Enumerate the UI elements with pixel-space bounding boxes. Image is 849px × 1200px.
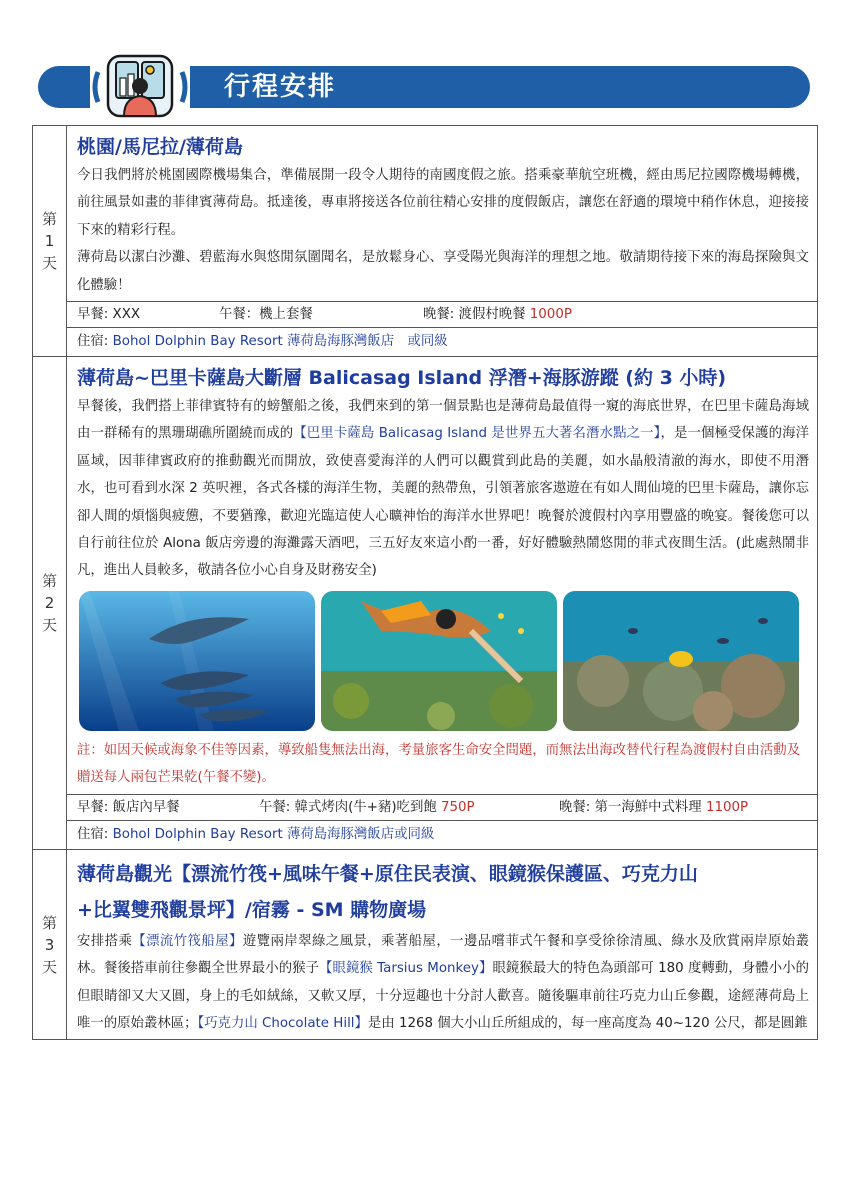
paragraph-text: 安排搭乘	[77, 933, 133, 949]
lunch-text: 午餐: 韓式烤肉(牛+豬)吃到飽	[259, 799, 441, 815]
dinner	[559, 796, 748, 820]
dolphins-photo	[79, 591, 315, 731]
day-1-body	[67, 126, 817, 356]
dinner	[423, 303, 572, 327]
traveler-at-window-icon	[90, 52, 190, 122]
section-banner	[38, 66, 810, 108]
day-1-meals	[67, 301, 817, 327]
day-1-label	[33, 126, 67, 356]
paragraph	[77, 393, 809, 585]
day-number: 1	[44, 232, 55, 251]
dinner-price: 1100P	[705, 799, 749, 815]
day-1-stay	[67, 327, 817, 356]
dinner-text: 晚餐: 渡假村晚餐	[423, 307, 530, 323]
highlight-text: 【巴里卡薩島 Balicasag Island 是世界五大著名潛水點之一】	[293, 426, 661, 442]
snorkeler-photo	[321, 591, 557, 731]
day-1-row	[33, 126, 817, 357]
day-1-description	[67, 126, 817, 301]
day-3-body	[67, 850, 817, 1040]
highlight-text: 【眼鏡猴 Tarsius Monkey】	[319, 961, 493, 977]
paragraph-text: 遊覽兩岸翠綠之風景，乘著船屋，一邊品嚐菲式午餐和享受徐徐清風、綠水及欣賞兩岸原始叢林。餐後搭車前往參觀全世界最小的猴子	[77, 933, 810, 977]
paragraph-text: 眼鏡猴最大的特色為頭部可 180 度轉動，身體小小的但眼睛卻又大又圓，身上的毛如絨絲，又軟又厚，十分逗趣也十分討人歡喜。隨後驅車前往巧克力山丘參觀，途經薄荷島上唯一的原始叢林區；	[77, 961, 809, 1031]
paragraph-text: 早餐後，我們搭上菲律賓特有的螃蟹船之後，我們來到的第一個景點也是薄荷島最值得一窺的海底世界，在巴里卡薩島海域由一群稀有的黑珊瑚礁所圍繞而成的	[77, 399, 809, 442]
highlight-text: 【漂流竹筏船屋】	[132, 933, 243, 949]
day-label-char: 第	[41, 571, 57, 590]
day-1-title: 桃園/馬尼拉/薄荷島	[77, 136, 243, 158]
stay-label: 住宿:	[77, 826, 113, 842]
day-label-char: 第	[41, 210, 57, 229]
day-2-label	[33, 357, 67, 849]
day-2-title: 薄荷島~巴里卡薩島大斷層 Balicasag Island 浮潛+海豚游蹤 (約 3 小時)	[77, 367, 727, 390]
paragraph: 今日我們將於桃園國際機場集合，準備展開一段令人期待的南國度假之旅。搭乘豪華航空班機，經由馬尼拉國際機場轉機，前往風景如畫的菲律賓薄荷島。抵達後，專車將接送各位前往精心安排的度假飯店，讓您在舒適的環境中稍作休息，迎接接下來的精彩行程。	[77, 168, 809, 238]
day-2-stay	[67, 820, 817, 849]
day-number: 2	[44, 593, 55, 612]
day-label-char: 天	[41, 957, 57, 976]
day-3-title-line-1: 薄荷島觀光【漂流竹筏+風味午餐+原住民表演、眼鏡猴保護區、巧克力山	[77, 862, 698, 885]
day-label-char: 天	[41, 615, 57, 634]
hotel-name: Bohol Dolphin Bay Resort 薄荷島海豚灣飯店 或同級	[112, 334, 448, 350]
weather-note: 註：如因天候或海象不佳等因素，導致船隻無法出海，考量旅客生命安全問題，而無法出海改替代行程為渡假村自由活動及贈送每人兩包芒果乾(午餐不變)。	[77, 742, 801, 786]
hotel-name: Bohol Dolphin Bay Resort 薄荷島海豚灣飯店或同級	[112, 826, 435, 842]
day-label-char: 天	[41, 254, 57, 273]
day-3-title-line-2: +比翼雙飛觀景坪】/宿霧 - SM 購物廣場	[77, 898, 427, 921]
banner-icon-frame	[90, 52, 190, 122]
lunch	[259, 796, 475, 820]
highlight-text: 【巧克力山 Chocolate Hill】	[197, 1015, 368, 1031]
paragraph-text: 是由 1268 個大小山丘所組成的，每一座高度為 40~120 公尺，都是圓錐	[367, 1015, 808, 1031]
day-label-char: 第	[41, 913, 57, 932]
day-2-row	[33, 357, 817, 850]
dinner-text: 晚餐: 第一海鮮中式料理	[559, 799, 706, 815]
day-2-body	[67, 357, 817, 849]
itinerary-table	[32, 125, 818, 1040]
day-3-description	[67, 850, 817, 1040]
day-number: 3	[44, 935, 55, 954]
paragraph	[77, 928, 809, 1038]
day-2-meals	[67, 794, 817, 820]
lunch: 午餐：機上套餐	[219, 307, 313, 323]
stay-label: 住宿:	[77, 334, 113, 350]
day-3-label	[33, 850, 67, 1040]
section-title: 行程安排	[224, 72, 337, 102]
day-2-description	[67, 357, 817, 794]
breakfast: 早餐: XXX	[77, 307, 141, 323]
paragraph-text: ，是一個極受保護的海洋區域，因菲律賓政府的推動觀光而開放，致使喜愛海洋的人們可以觀賞到此島的美麗，如水晶般清澈的海水，即使不用潛水，也可看到水深 2 英呎裡，各式各樣的海洋生物，美麗的熱帶魚，引領著旅客遨遊在有如人間仙境的巴里卡薩島，讓你忘卻人間的煩惱與疲憊，不要猶豫，歡迎光臨這使人心曠神怡的海洋水世界吧！晚餐於渡假村內享用豐盛的晚宴。餐後您可以自行前往位於 Alona 飯店旁邊的海灘露天酒吧，三五好友來這小酌一番，好好體驗熱鬧悠閒的菲式夜間生活。(此處熱鬧非凡，進出人員較多，敬請各位小心自身及財務安全)	[77, 426, 810, 579]
photo-row	[77, 585, 809, 737]
lunch-price: 750P	[441, 799, 475, 815]
breakfast: 早餐: 飯店內早餐	[77, 799, 180, 815]
dinner-price: 1000P	[529, 307, 572, 323]
paragraph: 薄荷島以潔白沙灘、碧藍海水與悠閒氛圍聞名，是放鬆身心、享受陽光與海洋的理想之地。敬請期待接下來的海島探險與文化體驗！	[77, 250, 809, 293]
day-3-row	[33, 850, 817, 1040]
coral-reef-photo	[563, 591, 799, 731]
